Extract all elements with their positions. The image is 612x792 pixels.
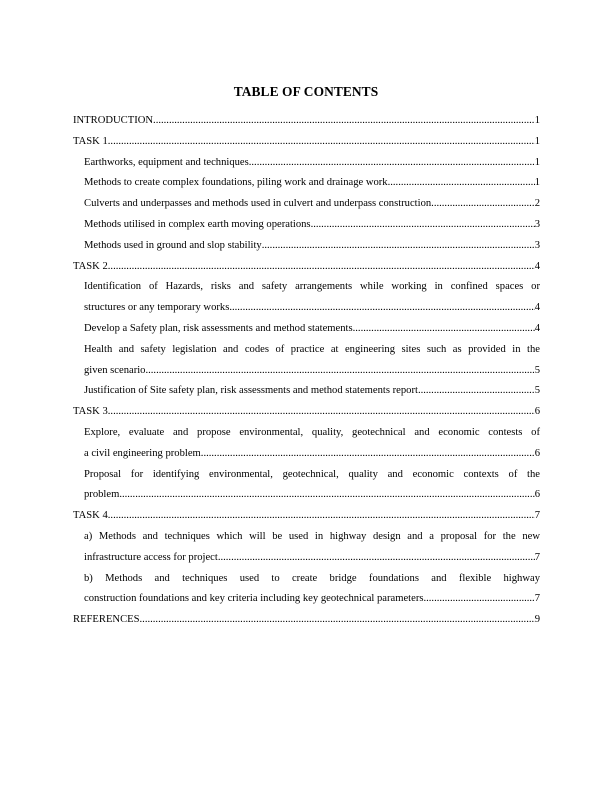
toc-entry-text: TASK 2 [73,260,108,272]
dot-leader [229,298,534,319]
dot-leader [311,215,535,236]
dot-leader [140,610,535,631]
toc-page-number: 6 [534,406,540,418]
dot-leader [145,361,534,382]
toc-entry[interactable] [73,215,540,236]
toc-page-number: 1 [534,115,540,126]
toc-entry-text-line2: structures or any temporary works [84,302,230,314]
toc-entry-text-line1: a) Methods and techniques which will be used in highway design and a proposal for the new [84,530,540,542]
toc-entry-references[interactable] [73,610,540,631]
dot-leader [249,153,535,174]
toc-entry-task-4[interactable] [73,506,540,527]
toc-entry[interactable] [73,423,540,465]
toc-entry[interactable] [73,194,540,215]
toc-entry[interactable] [73,153,540,174]
toc-entry-text: TASK 4 [73,510,108,522]
dot-leader [108,402,535,423]
toc-entry[interactable] [73,340,540,382]
dot-leader [388,173,535,194]
toc-entry-text-line1: Health and safety legislation and codes of practice at engineering sites such as provided in the [84,343,540,355]
toc-entry-text-line2: given scenario [84,364,146,376]
toc-page-number: 6 [534,489,540,501]
toc-page-number: 5 [534,364,540,376]
dot-leader [431,194,535,215]
dot-leader [353,319,535,340]
toc-entry-text: REFERENCES [73,614,140,626]
dot-leader [108,506,535,527]
table-of-contents [73,111,540,631]
toc-page-number: 4 [534,322,540,334]
toc-entry-task-1[interactable] [73,132,540,153]
toc-page-number: 9 [534,614,540,626]
toc-page-number: 5 [534,385,540,397]
toc-page-number: 1 [534,156,540,168]
page-title: TABLE OF CONTENTS [233,84,379,99]
toc-entry-text-line1: Explore, evaluate and propose environmental, quality, geotechnical and economic contests of [84,426,540,438]
toc-entry-text: Culverts and underpasses and methods used in culvert and underpass construction [84,198,432,210]
toc-page-number: 3 [534,239,540,251]
toc-entry[interactable] [73,277,540,319]
toc-entry-introduction[interactable] [73,111,540,132]
toc-entry-text-line2: problem [84,489,120,501]
dot-leader [423,589,534,610]
toc-entry-task-2[interactable] [73,257,540,278]
toc-entry-text-line1: Identification of Hazards, risks and safety arrangements while working in confined spaces or [84,281,540,293]
toc-entry-text: TASK 3 [73,406,108,418]
toc-entry-text: Methods used in ground and slop stability [84,239,262,251]
dot-leader [218,548,535,569]
toc-entry-text: Methods utilised in complex earth moving operations [84,218,311,230]
toc-page-number: 6 [534,447,540,459]
toc-entry-task-3[interactable] [73,402,540,423]
dot-leader [108,132,535,153]
toc-entry[interactable] [73,527,540,569]
toc-entry-text-line2: construction foundations and key criteria including key geotechnical parameters [84,593,424,605]
toc-page-number: 2 [534,198,540,210]
toc-page-number: 3 [534,218,540,230]
dot-leader [418,381,535,402]
toc-entry-text-line2: a civil engineering problem [84,447,201,459]
toc-entry-text: Develop a Safety plan, risk assessments and method statements [84,322,353,334]
toc-entry[interactable] [73,173,540,194]
toc-entry-text: Methods to create complex foundations, piling work and drainage work [84,177,388,189]
dot-leader [262,236,535,257]
toc-page-number: 7 [534,510,540,522]
toc-page-number: 1 [534,135,540,147]
toc-page-number: 7 [534,551,540,563]
toc-entry-text-line1: b) Methods and techniques used to create bridge foundations and flexible highway [84,572,540,584]
toc-page-number: 4 [534,260,540,272]
toc-entry-text-line1: Proposal for identifying environmental, geotechnical, quality and economic contexts of the [84,468,540,480]
toc-entry[interactable] [73,381,540,402]
toc-page-number: 7 [534,593,540,605]
toc-entry[interactable] [73,319,540,340]
toc-entry[interactable] [73,236,540,257]
toc-entry-text: Earthworks, equipment and techniques [84,156,249,168]
toc-entry-text: Justification of Site safety plan, risk assessments and method statements report [84,385,418,397]
dot-leader [201,444,535,465]
toc-entry-text: INTRODUCTION [73,115,154,126]
toc-entry-text-line2: infrastructure access for project [84,551,218,563]
toc-page-number: 4 [534,302,540,314]
toc-entry[interactable] [73,569,540,611]
dot-leader [153,111,535,132]
toc-page-number: 1 [534,177,540,189]
dot-leader [108,257,535,278]
toc-entry-text: TASK 1 [73,135,108,147]
dot-leader [119,485,534,506]
toc-entry[interactable] [73,465,540,507]
